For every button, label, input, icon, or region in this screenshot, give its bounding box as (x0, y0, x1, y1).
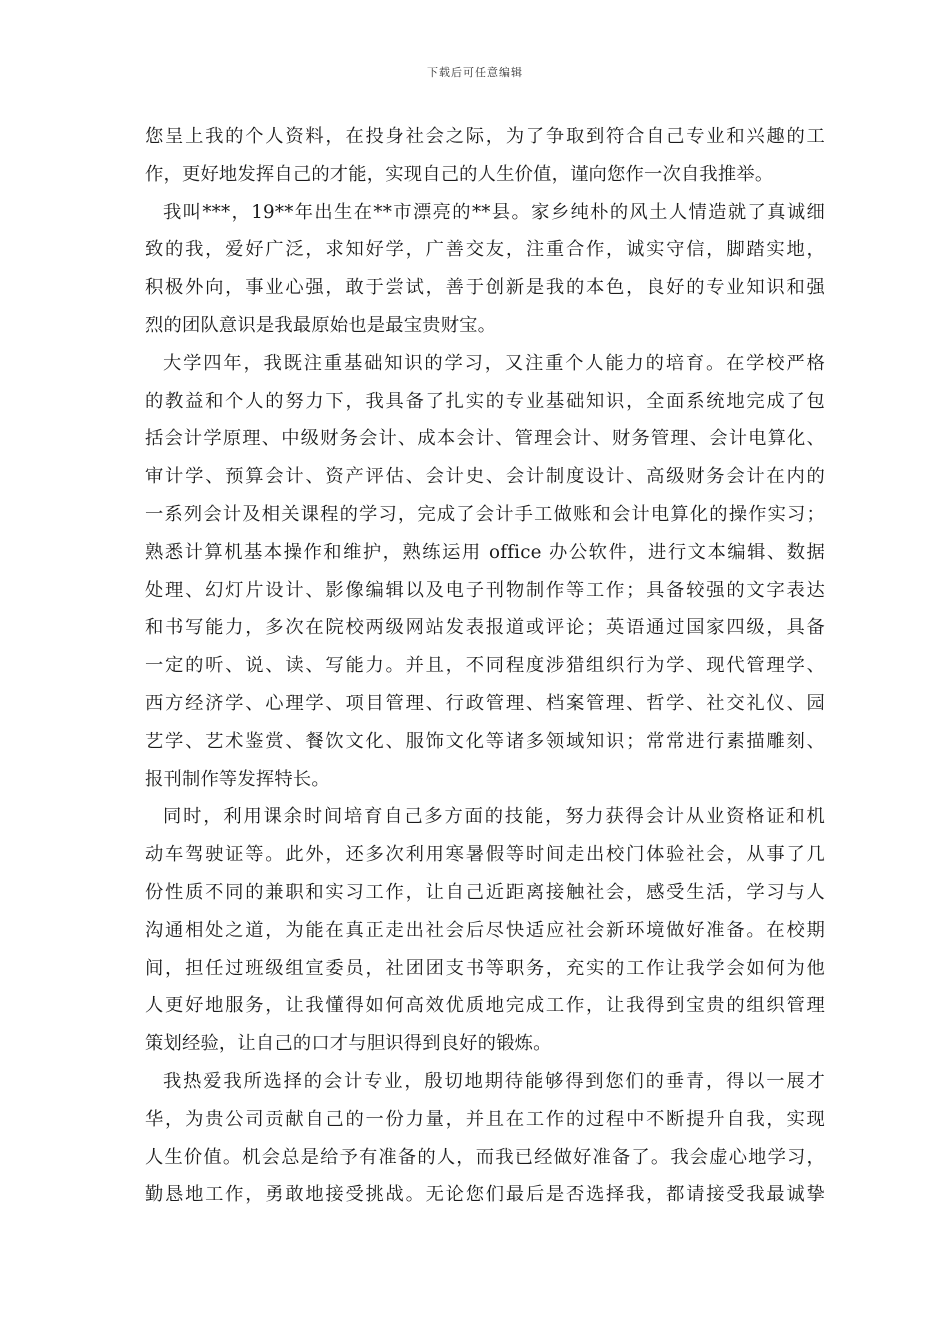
text-line: 华，为贵公司贡献自己的一份力量，并且在工作的过程中不断提升自我，实现 (145, 1108, 825, 1130)
text-line: 括会计学原理、中级财务会计、成本会计、管理会计、财务管理、会计电算化、 (145, 428, 825, 450)
text-line: 艺学、艺术鉴赏、餐饮文化、服饰文化等诸多领域知识；常常进行素描雕刻、 (145, 730, 825, 752)
text-line: 一系列会计及相关课程的学习，完成了会计手工做账和会计电算化的操作实习； (145, 503, 825, 525)
text-line: 人生价值。机会总是给予有准备的人，而我已经做好准备了。我会虚心地学习， (145, 1146, 825, 1168)
paragraph (145, 118, 825, 194)
text-line: 处理、幻灯片设计、影像编辑以及电子刊物制作等工作；具备较强的文字表达 (145, 579, 825, 601)
paragraph (145, 194, 825, 345)
text-line: 西方经济学、心理学、项目管理、行政管理、档案管理、哲学、社交礼仪、园 (145, 692, 825, 714)
text-line: 动车驾驶证等。此外，还多次利用寒暑假等时间走出校门体验社会，从事了几 (145, 844, 825, 866)
paragraph (145, 345, 825, 799)
text-line: 审计学、预算会计、资产评估、会计史、会计制度设计、高级财务会计在内的 (145, 466, 825, 488)
text-line: 报刊制作等发挥特长。 (145, 768, 330, 790)
text-line: 我热爱我所选择的会计专业，殷切地期待能够得到您们的垂青，得以一展才 (163, 1070, 825, 1092)
page-header: 下载后可任意编辑 (427, 66, 523, 79)
text-line: 同时，利用课余时间培育自己多方面的技能，努力获得会计从业资格证和机 (163, 806, 825, 828)
text-line: 烈的团队意识是我最原始也是最宝贵财宝。 (145, 314, 497, 336)
paragraph (145, 1063, 825, 1214)
text-line: 份性质不同的兼职和实习工作，让自己近距离接触社会，感受生活，学习与人 (145, 881, 825, 903)
text-line: 间，担任过班级组宣委员，社团团支书等职务，充实的工作让我学会如何为他 (145, 957, 825, 979)
text-line: 一定的听、说、读、写能力。并且，不同程度涉猎组织行为学、现代管理学、 (145, 655, 825, 677)
document-body (145, 118, 825, 1214)
text-line: 致的我，爱好广泛，求知好学，广善交友，注重合作，诚实守信，脚踏实地， (145, 239, 825, 261)
text-line: 作，更好地发挥自己的才能，实现自己的人生价值，谨向您作一次自我推举。 (145, 163, 774, 185)
text-line: 积极外向，事业心强，敢于尝试，善于创新是我的本色，良好的专业知识和强 (145, 277, 825, 299)
text-line: 我叫***，19**年出生在**市漂亮的**县。家乡纯朴的风土人情造就了真诚细 (163, 201, 825, 223)
text-line: 沟通相处之道，为能在真正走出社会后尽快适应社会新环境做好准备。在校期 (145, 919, 825, 941)
text-line: 熟悉计算机基本操作和维护，熟练运用 office 办公软件，进行文本编辑、数据 (145, 541, 825, 563)
text-line: 策划经验，让自己的口才与胆识得到良好的锻炼。 (145, 1033, 552, 1055)
text-line: 和书写能力，多次在院校两级网站发表报道或评论；英语通过国家四级，具备 (145, 617, 825, 639)
text-line: 的教益和个人的努力下，我具备了扎实的专业基础知识，全面系统地完成了包 (145, 390, 825, 412)
text-line: 大学四年，我既注重基础知识的学习，又注重个人能力的培育。在学校严格 (163, 352, 825, 374)
text-line: 人更好地服务，让我懂得如何高效优质地完成工作，让我得到宝贵的组织管理 (145, 995, 825, 1017)
text-line: 勤恳地工作，勇敢地接受挑战。无论您们最后是否选择我，都请接受我最诚挚 (145, 1184, 825, 1206)
text-line: 您呈上我的个人资料，在投身社会之际，为了争取到符合自己专业和兴趣的工 (145, 126, 825, 147)
paragraph (145, 798, 825, 1063)
